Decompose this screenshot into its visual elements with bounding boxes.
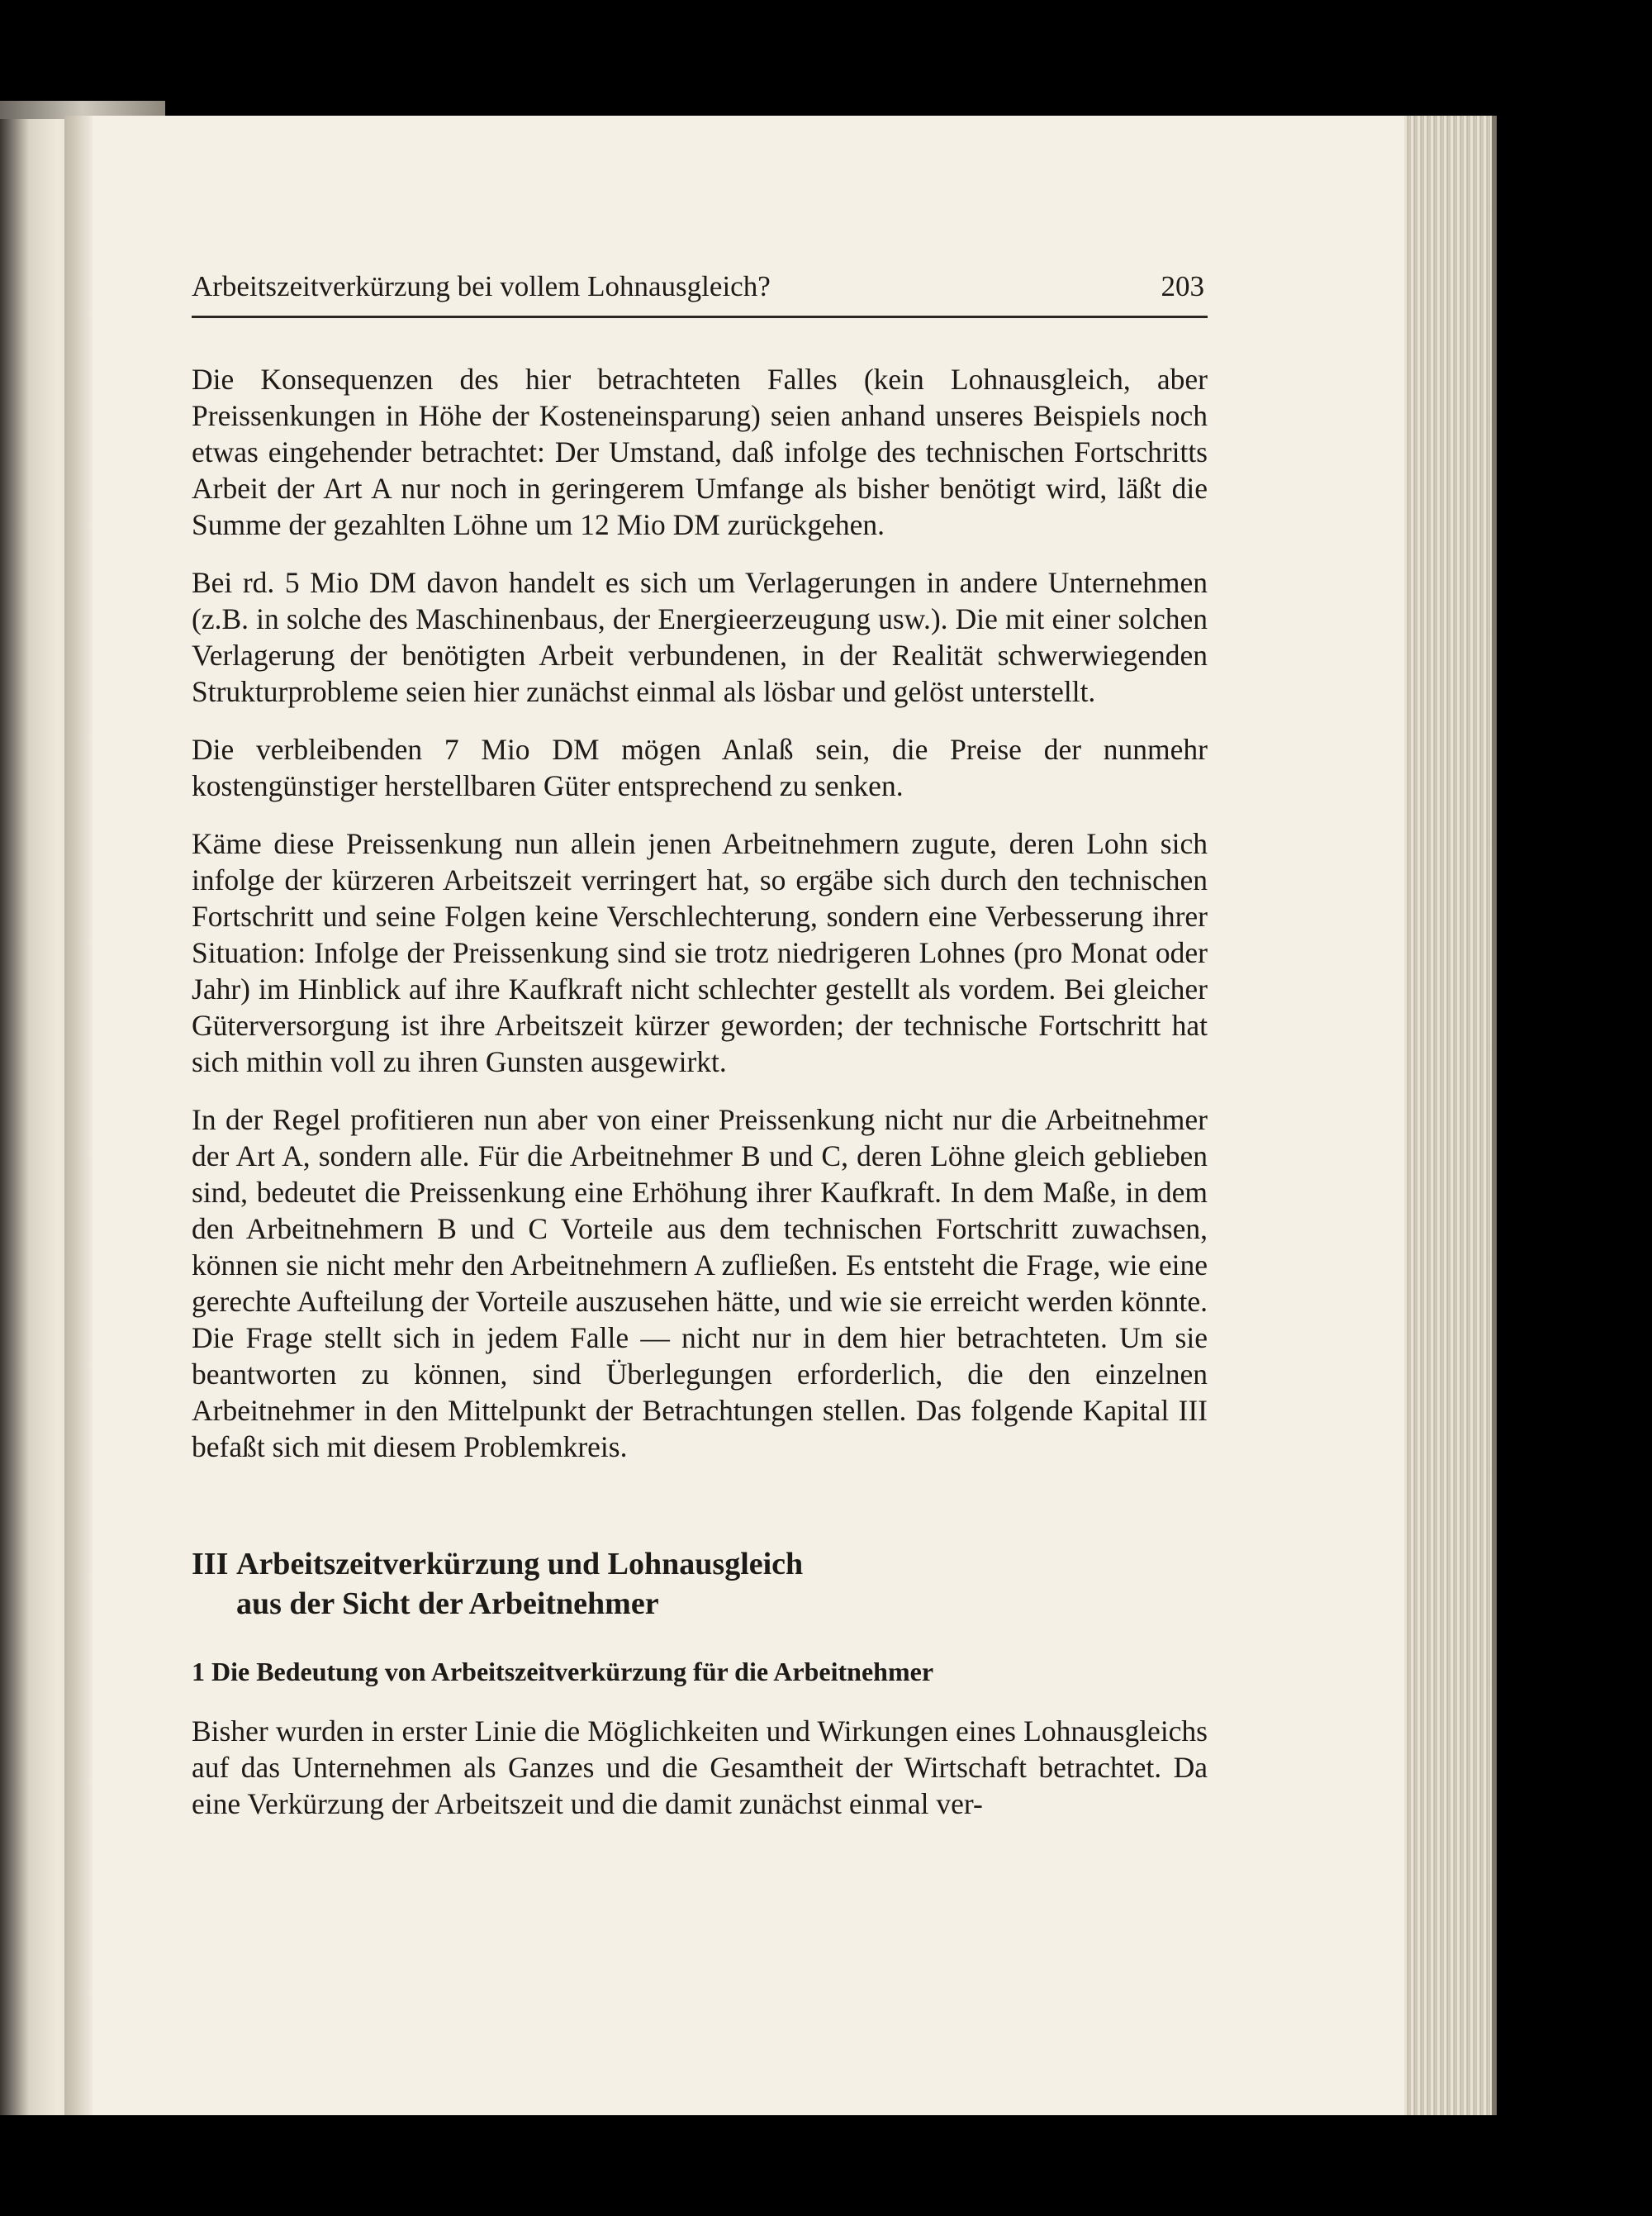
chapter-title — [236, 1544, 803, 1624]
paragraph: Bei rd. 5 Mio DM davon handelt es sich um Verlagerungen in andere Unternehmen (z.B. in solche des Maschinenbaus, der Energieerzeugung usw.). Die mit einer solchen Verlagerung der benötigten Arbeit verbundenen, in der Realität schwerwiegenden Strukturprobleme seien hier zunächst einmal als lösbar und gelöst unterstellt. — [192, 566, 1208, 708]
paragraph: Käme diese Preissenkung nun allein jenen Arbeitnehmern zugute, deren Lohn sich infolge der kürzeren Arbeitszeit verringert hat, so ergäbe sich durch den technischen Fortschritt und seine Folgen keine Verschlechterung, sondern eine Verbesserung ihrer Situation: Infolge der Preissenkung sind sie trotz niedrigeren Lohnes (pro Monat oder Jahr) im Hinblick auf ihre Kaufkraft nicht schlechter gestellt als vordem. Bei gleicher Güterversorgung ist ihre Arbeitszeit kürzer geworden; der technische Fortschritt hat sich mithin voll zu ihren Gunsten ausgewirkt. — [192, 827, 1208, 1078]
chapter-number: III — [192, 1547, 229, 1581]
page-content — [192, 264, 1208, 1843]
chapter-heading — [192, 1544, 1208, 1624]
page-edges-cap — [1492, 116, 1497, 2115]
chapter-title-line2: aus der Sicht der Arbeitnehmer — [236, 1586, 659, 1621]
section-heading: 1 Die Bedeutung von Arbeitszeitverkürzung für die Arbeitnehmer — [192, 1657, 934, 1686]
paragraph-final: Bisher wurden in erster Linie die Möglichkeiten und Wirkungen eines Lohnausgleichs auf das Unternehmen als Ganzes und die Gesamtheit der Wirtschaft betrachtet. Da eine Verkürzung der Arbeitszeit und die damit zunächst einmal ver- — [192, 1714, 1208, 1820]
chapter-title-line1: Arbeitszeitverkürzung und Lohnausgleich — [236, 1547, 804, 1581]
page-number: 203 — [1161, 270, 1204, 302]
paragraph: Die verbleibenden 7 Mio DM mögen Anlaß sein, die Preise der nunmehr kostengünstiger herstellbaren Güter entsprechend zu senken. — [192, 733, 1208, 802]
page-edges — [1404, 116, 1495, 2115]
running-head — [192, 264, 1208, 318]
running-head-title: Arbeitszeitverkürzung bei vollem Lohnausgleich? — [192, 270, 771, 302]
paragraph: In der Regel profitieren nun aber von einer Preissenkung nicht nur die Arbeitnehmer der Art A, sondern alle. Für die Arbeitnehmer B und C, deren Löhne gleich geblieben sind, bedeutet die Preissenkung eine Erhöhung ihrer Kaufkraft. In dem Maße, in dem den Arbeitnehmern B und C Vorteile aus dem technischen Fortschritt zuwachsen, können sie nicht mehr den Arbeitnehmern A zufließen. Es entsteht die Frage, wie eine gerechte Aufteilung der Vorteile auszusehen hätte, und wie sie erreicht werden könnte. Die Frage stellt sich in jedem Falle — nicht nur in dem hier betrachteten. Um sie beantworten zu können, sind Überlegungen erforderlich, die den einzelnen Arbeitnehmer in den Mittelpunkt der Betrachtungen stellen. Das folgende Kapital III befaßt sich mit diesem Problemkreis. — [192, 1103, 1208, 1463]
gutter-shadow — [64, 116, 93, 2115]
body-text — [192, 361, 1208, 1822]
paragraph: Die Konsequenzen des hier betrachteten Falles (kein Lohnausgleich, aber Preissenkungen in Höhe der Kosteneinsparung) seien anhand unseres Beispiels noch etwas eingehender betrachtet: Der Umstand, daß infolge des technischen Fortschritts Arbeit der Art A nur noch in geringerem Umfange als bisher benötigt wird, läßt die Summe der gezahlten Löhne um 12 Mio DM zurückgehen. — [192, 363, 1208, 541]
